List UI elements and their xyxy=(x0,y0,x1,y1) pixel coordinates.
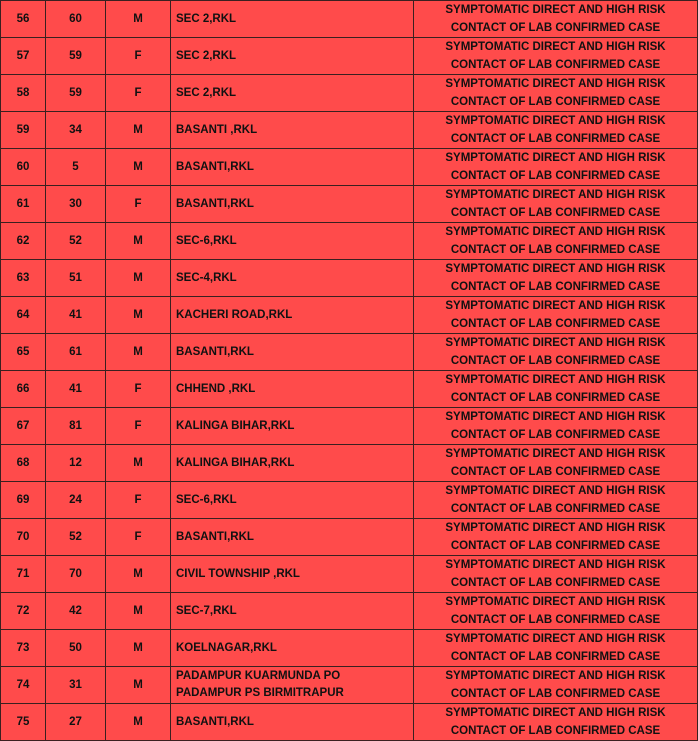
sex-cell[interactable]: M xyxy=(106,223,171,260)
address-cell[interactable]: SEC-6,RKL xyxy=(171,223,414,260)
category-line-2: CONTACT OF LAB CONFIRMED CASE xyxy=(450,540,661,552)
address-cell[interactable]: BASANTI,RKL xyxy=(171,186,414,223)
category-line-2: CONTACT OF LAB CONFIRMED CASE xyxy=(450,688,661,700)
table-row xyxy=(1,334,698,371)
category-line-1: SYMPTOMATIC DIRECT AND HIGH RISK xyxy=(445,41,666,53)
category-line-1: SYMPTOMATIC DIRECT AND HIGH RISK xyxy=(445,707,666,719)
sex-cell[interactable]: F xyxy=(106,408,171,445)
age-cell[interactable]: 59 xyxy=(46,38,106,75)
serial-number-cell[interactable]: 65 xyxy=(1,334,46,371)
category-line-1: SYMPTOMATIC DIRECT AND HIGH RISK xyxy=(445,670,666,682)
sex-cell[interactable]: M xyxy=(106,667,171,704)
serial-number-cell[interactable]: 72 xyxy=(1,593,46,630)
sex-cell[interactable]: F xyxy=(106,38,171,75)
category-cell[interactable] xyxy=(414,556,698,593)
age-cell[interactable]: 31 xyxy=(46,667,106,704)
table-row xyxy=(1,75,698,112)
address-cell[interactable]: KALINGA BIHAR,RKL xyxy=(171,445,414,482)
category-line-1: SYMPTOMATIC DIRECT AND HIGH RISK xyxy=(445,152,666,164)
serial-number-cell[interactable]: 68 xyxy=(1,445,46,482)
table-row xyxy=(1,482,698,519)
category-cell[interactable] xyxy=(414,112,698,149)
age-cell[interactable]: 12 xyxy=(46,445,106,482)
address-line-1: PADAMPUR KUARMUNDA PO xyxy=(176,670,341,682)
address-cell[interactable]: SEC-6,RKL xyxy=(171,482,414,519)
serial-number-cell[interactable]: 59 xyxy=(1,112,46,149)
table-row xyxy=(1,149,698,186)
sex-cell[interactable]: M xyxy=(106,556,171,593)
category-cell[interactable] xyxy=(414,593,698,630)
serial-number-cell[interactable]: 74 xyxy=(1,667,46,704)
category-line-2: CONTACT OF LAB CONFIRMED CASE xyxy=(450,318,661,330)
category-line-2: CONTACT OF LAB CONFIRMED CASE xyxy=(450,244,661,256)
category-line-1: SYMPTOMATIC DIRECT AND HIGH RISK xyxy=(445,300,666,312)
category-line-2: CONTACT OF LAB CONFIRMED CASE xyxy=(450,281,661,293)
age-cell[interactable]: 59 xyxy=(46,75,106,112)
serial-number-cell[interactable]: 70 xyxy=(1,519,46,556)
sex-cell[interactable]: M xyxy=(106,445,171,482)
sex-cell[interactable]: F xyxy=(106,186,171,223)
age-cell[interactable]: 42 xyxy=(46,593,106,630)
category-line-2: CONTACT OF LAB CONFIRMED CASE xyxy=(450,355,661,367)
category-cell[interactable] xyxy=(414,371,698,408)
age-cell[interactable]: 51 xyxy=(46,260,106,297)
address-cell[interactable]: SEC 2,RKL xyxy=(171,1,414,38)
category-line-1: SYMPTOMATIC DIRECT AND HIGH RISK xyxy=(445,115,666,127)
sex-cell[interactable]: M xyxy=(106,1,171,38)
category-line-2: CONTACT OF LAB CONFIRMED CASE xyxy=(450,22,661,34)
address-cell[interactable]: SEC-7,RKL xyxy=(171,593,414,630)
category-cell[interactable] xyxy=(414,630,698,667)
serial-number-cell[interactable]: 61 xyxy=(1,186,46,223)
category-cell[interactable] xyxy=(414,297,698,334)
serial-number-cell[interactable]: 69 xyxy=(1,482,46,519)
serial-number-cell[interactable]: 58 xyxy=(1,75,46,112)
sex-cell[interactable]: M xyxy=(106,297,171,334)
category-cell[interactable] xyxy=(414,38,698,75)
address-cell[interactable] xyxy=(171,667,414,704)
address-cell[interactable]: CIVIL TOWNSHIP ,RKL xyxy=(171,556,414,593)
table-row xyxy=(1,519,698,556)
serial-number-cell[interactable]: 57 xyxy=(1,38,46,75)
sex-cell[interactable]: F xyxy=(106,371,171,408)
category-line-1: SYMPTOMATIC DIRECT AND HIGH RISK xyxy=(445,4,666,16)
address-cell[interactable]: BASANTI,RKL xyxy=(171,704,414,741)
category-line-2: CONTACT OF LAB CONFIRMED CASE xyxy=(450,466,661,478)
category-line-1: SYMPTOMATIC DIRECT AND HIGH RISK xyxy=(445,485,666,497)
serial-number-cell[interactable]: 62 xyxy=(1,223,46,260)
age-cell[interactable]: 41 xyxy=(46,371,106,408)
address-cell[interactable]: SEC 2,RKL xyxy=(171,75,414,112)
category-line-1: SYMPTOMATIC DIRECT AND HIGH RISK xyxy=(445,633,666,645)
sex-cell[interactable]: F xyxy=(106,75,171,112)
serial-number-cell[interactable]: 64 xyxy=(1,297,46,334)
category-cell[interactable] xyxy=(414,1,698,38)
category-line-2: CONTACT OF LAB CONFIRMED CASE xyxy=(450,392,661,404)
category-cell[interactable] xyxy=(414,149,698,186)
sex-cell[interactable]: M xyxy=(106,630,171,667)
table-row xyxy=(1,408,698,445)
category-cell[interactable] xyxy=(414,334,698,371)
category-line-1: SYMPTOMATIC DIRECT AND HIGH RISK xyxy=(445,78,666,90)
category-cell[interactable] xyxy=(414,186,698,223)
table-row xyxy=(1,704,698,741)
table-row xyxy=(1,445,698,482)
serial-number-cell[interactable]: 60 xyxy=(1,149,46,186)
case-table-body xyxy=(1,1,698,741)
category-line-2: CONTACT OF LAB CONFIRMED CASE xyxy=(450,96,661,108)
serial-number-cell[interactable]: 63 xyxy=(1,260,46,297)
category-line-2: CONTACT OF LAB CONFIRMED CASE xyxy=(450,59,661,71)
sex-cell[interactable]: F xyxy=(106,482,171,519)
table-row xyxy=(1,1,698,38)
age-cell[interactable]: 34 xyxy=(46,112,106,149)
address-cell[interactable]: BASANTI,RKL xyxy=(171,519,414,556)
sex-cell[interactable]: M xyxy=(106,112,171,149)
table-row xyxy=(1,297,698,334)
table-row xyxy=(1,260,698,297)
age-cell[interactable]: 5 xyxy=(46,149,106,186)
age-cell[interactable]: 27 xyxy=(46,704,106,741)
address-cell[interactable]: BASANTI ,RKL xyxy=(171,112,414,149)
category-line-1: SYMPTOMATIC DIRECT AND HIGH RISK xyxy=(445,226,666,238)
sex-cell[interactable]: M xyxy=(106,334,171,371)
age-cell[interactable]: 50 xyxy=(46,630,106,667)
age-cell[interactable]: 52 xyxy=(46,223,106,260)
serial-number-cell[interactable]: 67 xyxy=(1,408,46,445)
table-row xyxy=(1,371,698,408)
category-line-2: CONTACT OF LAB CONFIRMED CASE xyxy=(450,614,661,626)
category-line-2: CONTACT OF LAB CONFIRMED CASE xyxy=(450,577,661,589)
table-row xyxy=(1,556,698,593)
category-line-1: SYMPTOMATIC DIRECT AND HIGH RISK xyxy=(445,263,666,275)
category-line-1: SYMPTOMATIC DIRECT AND HIGH RISK xyxy=(445,374,666,386)
table-row xyxy=(1,223,698,260)
category-line-1: SYMPTOMATIC DIRECT AND HIGH RISK xyxy=(445,448,666,460)
table-row xyxy=(1,667,698,704)
address-cell[interactable]: BASANTI,RKL xyxy=(171,334,414,371)
age-cell[interactable]: 24 xyxy=(46,482,106,519)
category-line-1: SYMPTOMATIC DIRECT AND HIGH RISK xyxy=(445,522,666,534)
address-cell[interactable]: SEC 2,RKL xyxy=(171,38,414,75)
category-cell[interactable] xyxy=(414,408,698,445)
address-cell[interactable]: KALINGA BIHAR,RKL xyxy=(171,408,414,445)
address-cell[interactable]: CHHEND ,RKL xyxy=(171,371,414,408)
table-row xyxy=(1,112,698,149)
category-line-2: CONTACT OF LAB CONFIRMED CASE xyxy=(450,133,661,145)
serial-number-cell[interactable]: 56 xyxy=(1,1,46,38)
table-row xyxy=(1,38,698,75)
sex-cell[interactable]: M xyxy=(106,704,171,741)
category-line-1: SYMPTOMATIC DIRECT AND HIGH RISK xyxy=(445,411,666,423)
category-line-2: CONTACT OF LAB CONFIRMED CASE xyxy=(450,725,661,737)
serial-number-cell[interactable]: 71 xyxy=(1,556,46,593)
category-cell[interactable] xyxy=(414,223,698,260)
address-cell[interactable]: KOELNAGAR,RKL xyxy=(171,630,414,667)
category-line-2: CONTACT OF LAB CONFIRMED CASE xyxy=(450,651,661,663)
category-line-2: CONTACT OF LAB CONFIRMED CASE xyxy=(450,170,661,182)
address-line-2: PADAMPUR PS BIRMITRAPUR xyxy=(176,687,344,699)
serial-number-cell[interactable]: 73 xyxy=(1,630,46,667)
age-cell[interactable]: 52 xyxy=(46,519,106,556)
address-cell[interactable]: KACHERI ROAD,RKL xyxy=(171,297,414,334)
serial-number-cell[interactable]: 75 xyxy=(1,704,46,741)
table-row xyxy=(1,630,698,667)
address-cell[interactable]: BASANTI,RKL xyxy=(171,149,414,186)
category-line-1: SYMPTOMATIC DIRECT AND HIGH RISK xyxy=(445,596,666,608)
category-line-1: SYMPTOMATIC DIRECT AND HIGH RISK xyxy=(445,559,666,571)
age-cell[interactable]: 61 xyxy=(46,334,106,371)
sex-cell[interactable]: M xyxy=(106,260,171,297)
category-cell[interactable] xyxy=(414,482,698,519)
sex-cell[interactable]: M xyxy=(106,593,171,630)
category-cell[interactable] xyxy=(414,519,698,556)
sex-cell[interactable]: M xyxy=(106,149,171,186)
category-line-2: CONTACT OF LAB CONFIRMED CASE xyxy=(450,207,661,219)
age-cell[interactable]: 70 xyxy=(46,556,106,593)
category-cell[interactable] xyxy=(414,75,698,112)
category-line-2: CONTACT OF LAB CONFIRMED CASE xyxy=(450,429,661,441)
age-cell[interactable]: 60 xyxy=(46,1,106,38)
category-cell[interactable] xyxy=(414,260,698,297)
sex-cell[interactable]: F xyxy=(106,519,171,556)
serial-number-cell[interactable]: 66 xyxy=(1,371,46,408)
age-cell[interactable]: 30 xyxy=(46,186,106,223)
address-cell[interactable]: SEC-4,RKL xyxy=(171,260,414,297)
category-line-1: SYMPTOMATIC DIRECT AND HIGH RISK xyxy=(445,337,666,349)
category-cell[interactable] xyxy=(414,667,698,704)
table-row xyxy=(1,186,698,223)
category-cell[interactable] xyxy=(414,704,698,741)
age-cell[interactable]: 81 xyxy=(46,408,106,445)
category-line-2: CONTACT OF LAB CONFIRMED CASE xyxy=(450,503,661,515)
table-row xyxy=(1,593,698,630)
category-cell[interactable] xyxy=(414,445,698,482)
category-line-1: SYMPTOMATIC DIRECT AND HIGH RISK xyxy=(445,189,666,201)
age-cell[interactable]: 41 xyxy=(46,297,106,334)
